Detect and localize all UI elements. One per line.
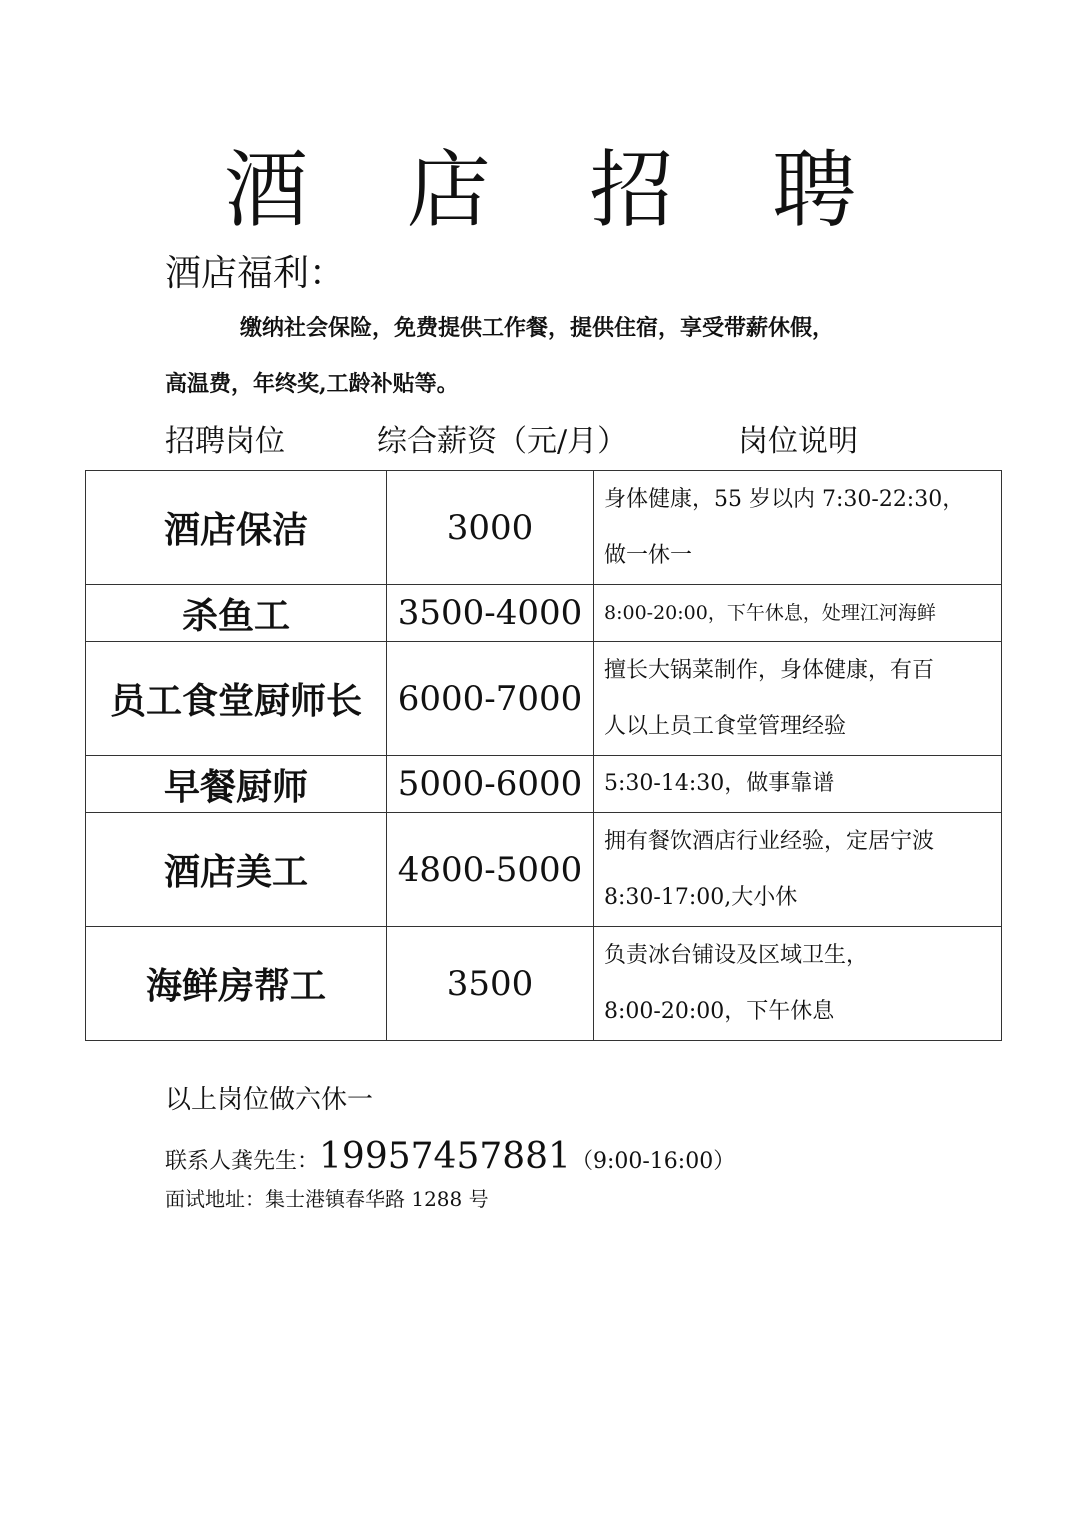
job-position: 杀鱼工 [86, 585, 387, 642]
contact-hours: （9:00-16:00） [570, 1149, 736, 1174]
column-header-description: 岗位说明 [738, 424, 858, 459]
job-description-line: 拥有餐饮酒店行业经验，定居宁波 [604, 828, 935, 854]
job-position: 早餐厨师 [86, 756, 387, 813]
job-position: 酒店保洁 [86, 471, 387, 585]
job-salary: 4800-5000 [387, 813, 594, 927]
job-salary: 6000-7000 [387, 642, 594, 756]
job-description [594, 756, 1002, 813]
job-description-line: 8:00-20:00，下午休息，处理江河海鲜 [604, 602, 936, 624]
job-description-line: 8:30-17:00,大小休 [604, 884, 798, 910]
benefits-heading: 酒店福利： [165, 253, 346, 294]
job-salary: 3500-4000 [387, 585, 594, 642]
table-row [86, 585, 1002, 642]
contact-line [165, 1135, 735, 1184]
job-description [594, 642, 1002, 756]
benefits-line-2: 高温费，年终奖,工龄补贴等。 [165, 371, 459, 397]
job-salary: 3000 [387, 471, 594, 585]
job-description [594, 927, 1002, 1041]
table-row [86, 471, 1002, 585]
job-description-line: 身体健康，55 岁以内 7:30-22:30， [604, 486, 965, 512]
page-title: 酒 店 招 聘 [223, 141, 893, 239]
column-header-position: 招聘岗位 [165, 424, 285, 459]
contact-phone: 19957457881 [319, 1136, 571, 1177]
job-description-line: 负责冰台铺设及区域卫生， [604, 942, 869, 968]
job-salary: 5000-6000 [387, 756, 594, 813]
job-position: 海鲜房帮工 [86, 927, 387, 1041]
job-description [594, 813, 1002, 927]
contact-label: 联系人龚先生： [165, 1149, 320, 1174]
benefits-line-1: 缴纳社会保险，免费提供工作餐，提供住宿，享受带薪休假， [240, 315, 835, 341]
job-description-line: 擅长大锅菜制作，身体健康，有百 [604, 657, 935, 683]
interview-address: 面试地址：集士港镇春华路 1288 号 [165, 1187, 489, 1211]
table-row [86, 927, 1002, 1041]
table-row [86, 642, 1002, 756]
column-header-salary: 综合薪资（元/月） [377, 424, 628, 459]
job-position: 员工食堂厨师长 [86, 642, 387, 756]
job-salary: 3500 [387, 927, 594, 1041]
job-description-line: 做一休一 [604, 542, 693, 568]
schedule-note: 以上岗位做六休一 [165, 1085, 374, 1115]
job-position: 酒店美工 [86, 813, 387, 927]
job-description-line: 人以上员工食堂管理经验 [604, 713, 847, 739]
table-row [86, 813, 1002, 927]
job-description-line: 5:30-14:30，做事靠谱 [604, 771, 835, 796]
job-description-line: 8:00-20:00，下午休息 [604, 998, 835, 1024]
job-description [594, 471, 1002, 585]
table-row [86, 756, 1002, 813]
job-description [594, 585, 1002, 642]
jobs-table [85, 470, 1002, 1041]
